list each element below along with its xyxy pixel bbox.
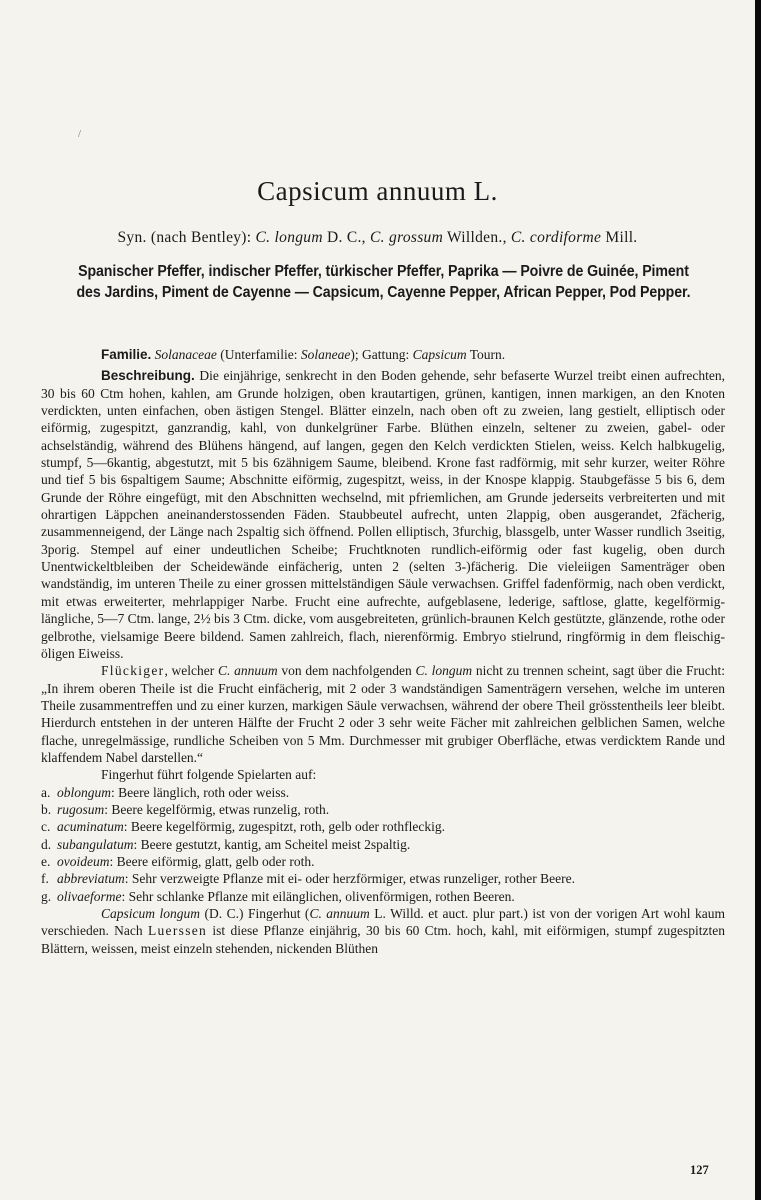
page-edge — [755, 0, 761, 1200]
beschreibung-label: Beschreibung. — [101, 368, 195, 384]
familie-label: Familie. — [101, 347, 152, 362]
author-flueckiger: Flückiger — [101, 663, 165, 679]
synonym-3: C. cordiforme — [510, 229, 602, 246]
common-names: Spanischer Pfeffer, indischer Pfeffer, türkischer Pfeffer, Paprika — Poivre de Guinée, Piment des Jardins, Piment de Cayenne — Capsicum, Cayenne Pepper, African Pepper, Pod Pepper. — [76, 263, 691, 301]
varieties-list — [41, 784, 725, 905]
author-luerssen: Luerssen — [147, 923, 208, 939]
variety-item: c. acuminatum: Beere kegelförmig, zugespitzt, roth, gelb oder rothfleckig. — [41, 819, 446, 835]
longum-paragraph: Capsicum longum (D. C.) Fingerhut (C. annuum L. Willd. et auct. plur part.) ist von der vorigen Art wohl kaum verschieden. Nach Luerssen ist diese Pflanze einjährig, 30 bis 60 Ctm. hoch, kahl, mit eiförmigen, stumpf zugespitzten Blättern, weissen, meist einzeln stehenden, nickenden Blüthen — [41, 906, 726, 956]
synonym-1: C. longum — [255, 229, 323, 246]
variety-item: d. subangulatum: Beere gestutzt, kantig, am Scheitel meist 2spaltig. — [41, 836, 411, 852]
page-title: Capsicum annuum L. — [257, 176, 498, 206]
flueckiger-paragraph: Flückiger, welcher C. annuum von dem nachfolgenden C. longum nicht zu trennen scheint, sagt über die Frucht: „In ihrem oberen Theile ist die Frucht einfächerig, mit 2 oder 3 wandständigen Samenträgern versehen, welche im unteren Theile zusammentreffen und zu einer kurzen, markigen Säule verwachsen, während der obere Theil grösstentheils leer bleibt. Hierdurch entstehen in der unteren Hälfte der Frucht 2 oder 3 sehr weite Fächer mit zahlreichen gelblichen Samen, welche flache, unregelmässige, rundliche Scheiben von 5 Mm. Durchmesser mit grubiger Oberfläche, etwas verdicktem Rande und klaffendem Nabel darstellen.“ — [41, 663, 725, 765]
variety-item: b. rugosum: Beere kegelförmig, etwas runzelig, roth. — [41, 801, 330, 817]
variety-item: e. ovoideum: Beere eiförmig, glatt, gelb oder roth. — [41, 853, 315, 869]
variety-item: f. abbreviatum: Sehr verzweigte Pflanze mit ei- oder herzförmiger, etwas runzeliger, rother Beere. — [41, 871, 575, 887]
fingerhut-intro: Fingerhut führt folgende Spielarten auf: — [101, 767, 317, 783]
variety-item: g. olivaeforme: Sehr schlanke Pflanze mit eilänglichen, olivenförmigen, rothen Beeren. — [41, 888, 515, 904]
synonym-2: C. grossum — [370, 229, 444, 246]
beschreibung-paragraph: Beschreibung. Die einjährige, senkrecht in den Boden gehende, sehr befaserte Wurzel treibt einen aufrechten, 30 bis 60 Ctm hohen, kahlen, am Grunde holzigen, oben krautartigen, grünen, kantigen, innen markigen, an den Knoten verdickten, unten einfachen, oben ästigen Stengel. Blätter einzeln, nach oben oft zu zweien, lang gestielt, elliptisch oder eiförmig, zugespitzt, ganzrandig, kahl, von dunkelgrüner Farbe. Blüthen einzeln, seltener zu zweien, gabel- oder achselständig, während des Blühens hängend, auf langen, gegen den Kelch verdickten Stielen, weiss. Kelch halbkugelig, stumpf, 5—6kantig, abgestutzt, mit 5 bis 6zähnigem Saume, bleibend. Krone fast radförmig, mit sehr kurzer, weiter Röhre und tief 5 bis 6spaltigem Saume; Abschnitte eiförmig, zugespitzt, weiss, in der Knospe klappig. Staubgefässe 5 bis 6, dem Grunde der Röhre eingefügt, mit den Abschnitten wechselnd, mit pfriemlichen, am Grunde jederseits verbreiterten und mit ohrartigen Läppchen aneinanderstossenden Fäden. Staubbeutel aufrecht, unten 2lappig, oben ausgerandet, 2fächerig, zusammenneigend, der Länge nach 2spaltig sich öffnend. Pollen elliptisch, 3furchig, blassgelb, unter Wasser rundlich 3seitig, 3porig. Stempel auf einer undeutlichen Scheibe; Fruchtknoten rundlich-eiförmig oder fast kugelig, oben durch Unentwickeltbleiben der Scheidewände einfächerig, unten 2 (selten 3-)fächerig. Die vieleiigen Samenträger oben wandständig, im unteren Theile zu einer grossen mittelständigen Säule verwachsen. Griffel fadenförmig, nach oben verdickt, mit etwas erweiterter, mehrlappiger Narbe. Frucht eine aufrechte, aufgeblasene, lederige, saftlose, glatte, kegelförmig-längliche, 5—7 Ctm. lange, 2½ bis 3 Ctm. dicke, vom ausgebreiteten, grünlich-braunen Kelch gestützte, glänzende, rothe oder gelbrothe, vielsamige Beere bildend. Samen zahlreich, flach, nierenförmig. Embryo stielrund, ringförmig in dem fleischig-öligen Eiweiss. — [41, 368, 725, 661]
body-text — [41, 346, 725, 957]
variety-item: a. oblongum: Beere länglich, roth oder weiss. — [41, 784, 290, 800]
familie-paragraph: Familie. Solanaceae (Unterfamilie: Solaneae); Gattung: Capsicum Tourn. — [101, 347, 506, 362]
synonyms-line: Syn. (nach Bentley): C. longum D. C., C. grossum Willden., C. cordiforme Mill. — [117, 229, 638, 246]
margin-mark: / — [78, 128, 82, 140]
page-number: 127 — [690, 1163, 709, 1177]
